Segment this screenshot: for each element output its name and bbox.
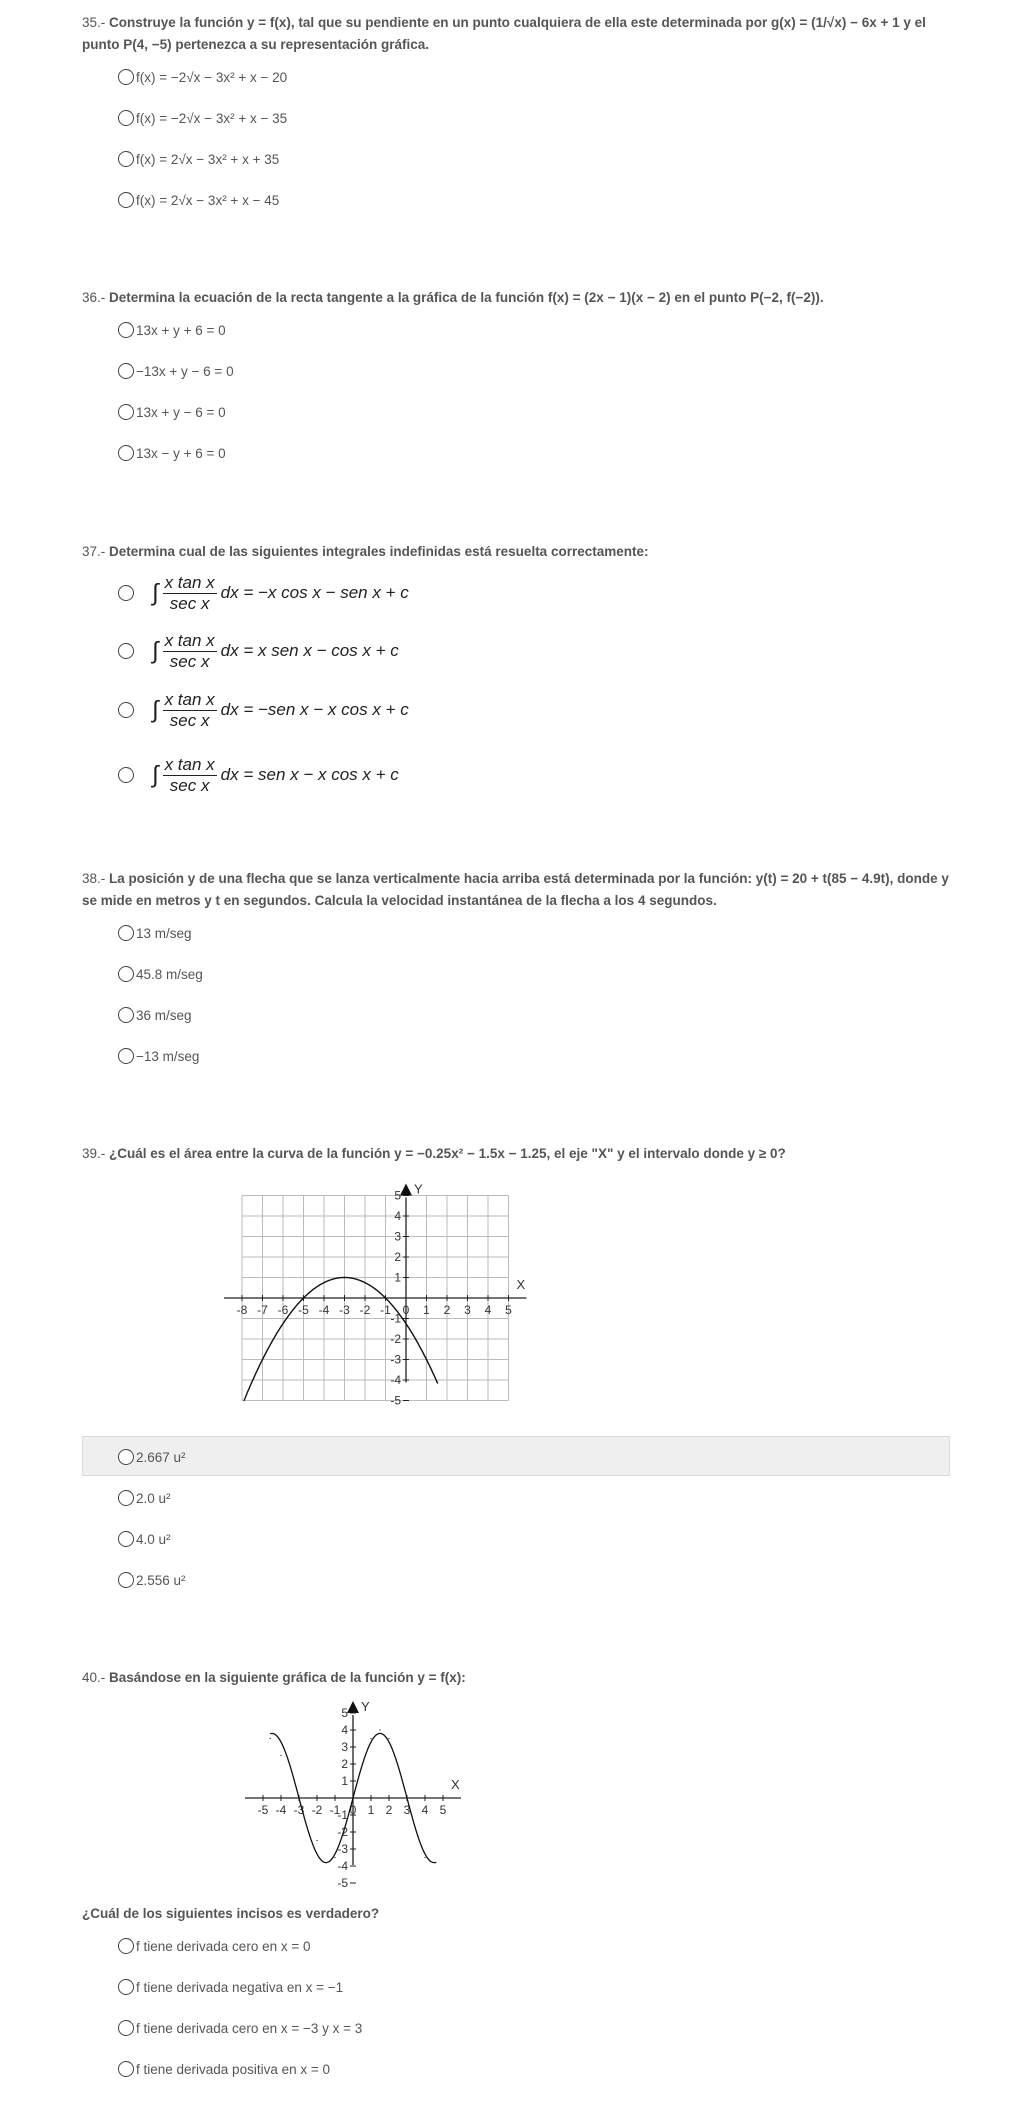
option-label: f tiene derivada positiva en x = 0 <box>136 2061 330 2077</box>
x-tick-label: 2 <box>443 1303 451 1317</box>
data-point <box>316 1840 317 1841</box>
integral-sign: ∫ <box>152 579 159 606</box>
data-point <box>379 1729 380 1730</box>
y-tick-label: -1 <box>390 1311 401 1326</box>
q38-option-a[interactable] <box>118 922 192 944</box>
q39-option-b[interactable] <box>118 1487 171 1509</box>
data-point <box>298 1797 299 1798</box>
option-label: 2.556 u² <box>136 1572 186 1588</box>
question-number: 40.- <box>82 1670 106 1685</box>
question-39-text <box>82 1143 952 1165</box>
integral-sign: ∫ <box>152 696 159 723</box>
x-tick-label: 4 <box>484 1303 492 1317</box>
x-tick-label: -1 <box>329 1803 341 1817</box>
option-label: 36 m/seg <box>136 1007 192 1023</box>
radio-button[interactable] <box>118 445 134 461</box>
q35-option-a[interactable] <box>118 66 287 88</box>
q36-option-a[interactable] <box>118 319 226 341</box>
y-tick-label: 1 <box>341 1774 348 1788</box>
q36-option-b[interactable] <box>118 360 234 382</box>
x-tick-label: -2 <box>311 1803 323 1817</box>
option-label: f(x) = 2√x − 3x² + x + 35 <box>136 151 280 167</box>
x-tick-label: -7 <box>257 1303 268 1317</box>
fraction-numerator: x tan x <box>164 689 215 709</box>
x-tick-label: 1 <box>367 1803 375 1817</box>
q35-option-c[interactable] <box>118 148 279 170</box>
q35-option-d[interactable] <box>118 189 279 211</box>
radio-button[interactable] <box>118 110 134 126</box>
data-point <box>270 1738 271 1739</box>
x-tick-label: 0 <box>349 1803 357 1817</box>
data-point <box>406 1797 407 1798</box>
option-label: f(x) = −2√x − 3x² + x − 20 <box>136 69 288 85</box>
option-label: 13x + y + 6 = 0 <box>136 322 226 338</box>
x-tick-label: 1 <box>423 1303 430 1317</box>
option-label <box>152 573 409 614</box>
x-axis-label: X <box>516 1277 526 1292</box>
radio-button[interactable] <box>118 1048 134 1064</box>
function-f-chart <box>250 1690 470 1902</box>
integral-sign: ∫ <box>152 637 159 664</box>
y-tick-label: -3 <box>390 1352 401 1367</box>
question-36 <box>82 287 952 309</box>
q40-option-a[interactable] <box>118 1935 311 1957</box>
y-tick-label: -3 <box>337 1842 348 1856</box>
radio-button[interactable] <box>118 585 134 601</box>
radio-button[interactable] <box>118 966 134 982</box>
integrand-fraction <box>163 573 217 614</box>
data-point <box>435 1862 436 1863</box>
option-label: f tiene derivada cero en x = −3 y x = 3 <box>136 2020 363 2036</box>
radio-button[interactable] <box>118 1449 134 1465</box>
radio-button[interactable] <box>118 1938 134 1954</box>
x-tick-label: 2 <box>385 1803 393 1817</box>
q40-option-d[interactable] <box>118 2058 330 2080</box>
data-point <box>280 1755 281 1756</box>
option-label: 13x + y − 6 = 0 <box>136 404 226 420</box>
y-axis-label: Y <box>361 1699 370 1714</box>
fraction-numerator: x tan x <box>164 754 215 774</box>
radio-button[interactable] <box>118 404 134 420</box>
integral-result: dx = x sen x − cos x + c <box>220 640 399 660</box>
option-label: f(x) = −2√x − 3x² + x − 35 <box>136 110 288 126</box>
x-tick-label: -3 <box>293 1803 305 1817</box>
question-36-text <box>82 287 952 309</box>
x-tick-label: -3 <box>339 1303 350 1317</box>
y-tick-label: -4 <box>337 1859 348 1873</box>
y-tick-label: 2 <box>394 1250 401 1264</box>
y-axis-label: Y <box>414 1181 423 1197</box>
x-tick-label: 3 <box>464 1303 471 1317</box>
radio-button[interactable] <box>118 322 134 338</box>
radio-button[interactable] <box>118 1979 134 1995</box>
selected-option-highlight <box>82 1436 950 1476</box>
x-tick-label: -8 <box>236 1303 248 1317</box>
question-35 <box>82 12 952 56</box>
q37-option-a[interactable] <box>118 573 409 613</box>
radio-button[interactable] <box>118 1490 134 1506</box>
question-number: 37.- <box>82 544 106 559</box>
question-number: 39.- <box>82 1146 106 1161</box>
option-label <box>152 690 409 731</box>
option-label: 13x − y + 6 = 0 <box>136 445 226 461</box>
q37-option-c[interactable] <box>118 690 409 730</box>
question-statement: ¿Cuál es el área entre la curva de la función y = −0.25x² − 1.5x − 1.25, el eje "X" y el intervalo donde y ≥ 0? <box>109 1146 786 1161</box>
x-tick-label: 5 <box>439 1803 447 1817</box>
x-tick-label: 4 <box>421 1803 429 1817</box>
q35-option-b[interactable] <box>118 107 287 129</box>
fraction-denominator: sec x <box>169 710 210 730</box>
data-point <box>352 1797 353 1798</box>
data-point <box>426 1359 427 1360</box>
radio-button[interactable] <box>118 643 134 659</box>
q40-option-b[interactable] <box>118 1976 343 1998</box>
x-axis-label: X <box>451 1777 460 1792</box>
x-tick-label: 5 <box>505 1303 512 1317</box>
radio-button[interactable] <box>118 1572 134 1588</box>
fraction-denominator: sec x <box>169 775 210 795</box>
data-point <box>388 1738 389 1739</box>
integral-result: dx = −x cos x − sen x + c <box>220 582 409 602</box>
data-point <box>262 1359 263 1360</box>
y-tick-label: -2 <box>337 1825 348 1839</box>
question-statement: Construye la función y = f(x), tal que su pendiente en un punto cualquiera de ella este determinada por g(x) = (1/√x) − 6x + 1 y el punto P(4, −5) pertenezca a su representación gráfica. <box>82 15 926 52</box>
q37-option-b[interactable] <box>118 631 399 671</box>
y-axis-arrow <box>400 1184 412 1196</box>
option-label: f tiene derivada negativa en x = −1 <box>136 1979 344 1995</box>
radio-button[interactable] <box>118 363 134 379</box>
data-point <box>334 1857 335 1858</box>
question-number: 36.- <box>82 290 106 305</box>
radio-button[interactable] <box>118 1007 134 1023</box>
x-tick-label: -6 <box>277 1303 289 1317</box>
y-tick-label: -2 <box>390 1332 401 1346</box>
integrand-fraction <box>163 631 217 672</box>
q36-option-c[interactable] <box>118 401 226 423</box>
data-point <box>405 1323 406 1324</box>
x-tick-label: -4 <box>275 1803 287 1817</box>
y-tick-label: -5 <box>337 1876 348 1890</box>
q36-option-d[interactable] <box>118 442 226 464</box>
radio-button[interactable] <box>118 925 134 941</box>
data-point <box>364 1282 365 1283</box>
question-38-text <box>82 868 952 912</box>
option-label: −13x + y − 6 = 0 <box>136 363 234 379</box>
y-tick-label: -4 <box>390 1373 401 1387</box>
question-statement: Determina la ecuación de la recta tangente a la gráfica de la función f(x) = (2x − 1)(x − 2) en el punto P(−2, f(−2)). <box>109 290 824 305</box>
q39-option-c[interactable] <box>118 1528 171 1550</box>
y-tick-label: -1 <box>337 1808 348 1822</box>
question-statement: Determina cual de las siguientes integrales indefinidas está resuelta correctamente: <box>109 544 649 559</box>
data-point <box>303 1297 304 1298</box>
question-statement: La posición y de una flecha que se lanza verticalmente hacia arriba está determinada por la función: y(t) = 20 + t(85 − 4.9t), donde y se mide en metros y t en segundos. Calcula la velocidad instantánea de la flecha a los 4 segundos. <box>82 871 949 908</box>
q38-option-b[interactable] <box>118 963 203 985</box>
data-point <box>424 1857 425 1858</box>
question-number: 35.- <box>82 15 106 30</box>
fraction-denominator: sec x <box>169 651 210 671</box>
question-39 <box>82 1143 952 1165</box>
y-tick-label: 4 <box>394 1209 401 1223</box>
data-point <box>243 1400 244 1401</box>
fraction-denominator: sec x <box>169 593 210 613</box>
question-37-text <box>82 541 952 563</box>
data-point <box>370 1738 371 1739</box>
radio-button[interactable] <box>118 151 134 167</box>
data-point <box>385 1297 386 1298</box>
y-tick-label: 3 <box>394 1229 401 1244</box>
q40-option-c[interactable] <box>118 2017 362 2039</box>
option-label <box>152 631 399 672</box>
question-40-subtext: ¿Cuál de los siguientes incisos es verdadero? <box>82 1906 380 1921</box>
x-tick-label: -4 <box>318 1303 330 1317</box>
question-40-text <box>82 1667 952 1689</box>
question-38 <box>82 868 952 912</box>
option-label: f(x) = 2√x − 3x² + x − 45 <box>136 192 280 208</box>
x-tick-label: -2 <box>359 1303 371 1317</box>
data-point <box>282 1323 283 1324</box>
question-number: 38.- <box>82 871 106 886</box>
y-tick-label: 4 <box>341 1723 348 1737</box>
question-40 <box>82 1667 952 1689</box>
option-label: 13 m/seg <box>136 925 192 941</box>
y-tick-label: 3 <box>341 1740 348 1754</box>
integral-result: dx = sen x − x cos x + c <box>220 764 399 784</box>
y-tick-label: 5 <box>394 1188 401 1203</box>
option-label: 45.8 m/seg <box>136 966 203 982</box>
q38-option-d[interactable] <box>118 1045 199 1067</box>
q39-option-d[interactable] <box>118 1569 186 1591</box>
x-tick-label: -1 <box>380 1303 391 1317</box>
data-point <box>436 1381 437 1382</box>
fraction-numerator: x tan x <box>164 630 215 650</box>
x-tick-label: 0 <box>402 1303 410 1317</box>
q37-option-d[interactable] <box>118 755 399 795</box>
data-point <box>344 1277 345 1278</box>
x-tick-label: 3 <box>403 1803 411 1817</box>
question-40-subquestion <box>82 1903 952 1925</box>
fraction-numerator: x tan x <box>164 572 215 592</box>
x-tick-label: -5 <box>298 1303 309 1317</box>
radio-button[interactable] <box>118 767 134 783</box>
y-tick-label: 5 <box>341 1706 348 1720</box>
option-label: 4.0 u² <box>136 1531 171 1547</box>
option-label: −13 m/seg <box>136 1048 200 1064</box>
radio-button[interactable] <box>118 69 134 85</box>
y-tick-label: -5 <box>390 1393 401 1408</box>
q39-option-a[interactable] <box>118 1446 186 1468</box>
radio-button[interactable] <box>118 2020 134 2036</box>
question-statement: Basándose en la siguiente gráfica de la función y = f(x): <box>109 1670 466 1685</box>
option-label: 2.0 u² <box>136 1490 171 1506</box>
y-tick-label: 1 <box>394 1270 401 1285</box>
option-label: 2.667 u² <box>136 1449 186 1465</box>
radio-button[interactable] <box>118 702 134 718</box>
x-tick-label: -5 <box>257 1803 269 1817</box>
data-point <box>323 1282 324 1283</box>
integrand-fraction <box>163 755 217 796</box>
integrand-fraction <box>163 690 217 731</box>
radio-button[interactable] <box>118 1531 134 1547</box>
option-label <box>152 755 399 796</box>
question-37 <box>82 541 952 563</box>
y-tick-label: 2 <box>341 1757 348 1771</box>
q38-option-c[interactable] <box>118 1004 192 1026</box>
radio-button[interactable] <box>118 2061 134 2077</box>
integral-result: dx = −sen x − x cos x + c <box>220 699 409 719</box>
integral-sign: ∫ <box>152 761 159 788</box>
parabola-chart <box>236 1172 526 1434</box>
radio-button[interactable] <box>118 192 134 208</box>
option-label: f tiene derivada cero en x = 0 <box>136 1938 311 1954</box>
question-35-text <box>82 12 952 56</box>
y-axis-arrow <box>347 1701 359 1713</box>
